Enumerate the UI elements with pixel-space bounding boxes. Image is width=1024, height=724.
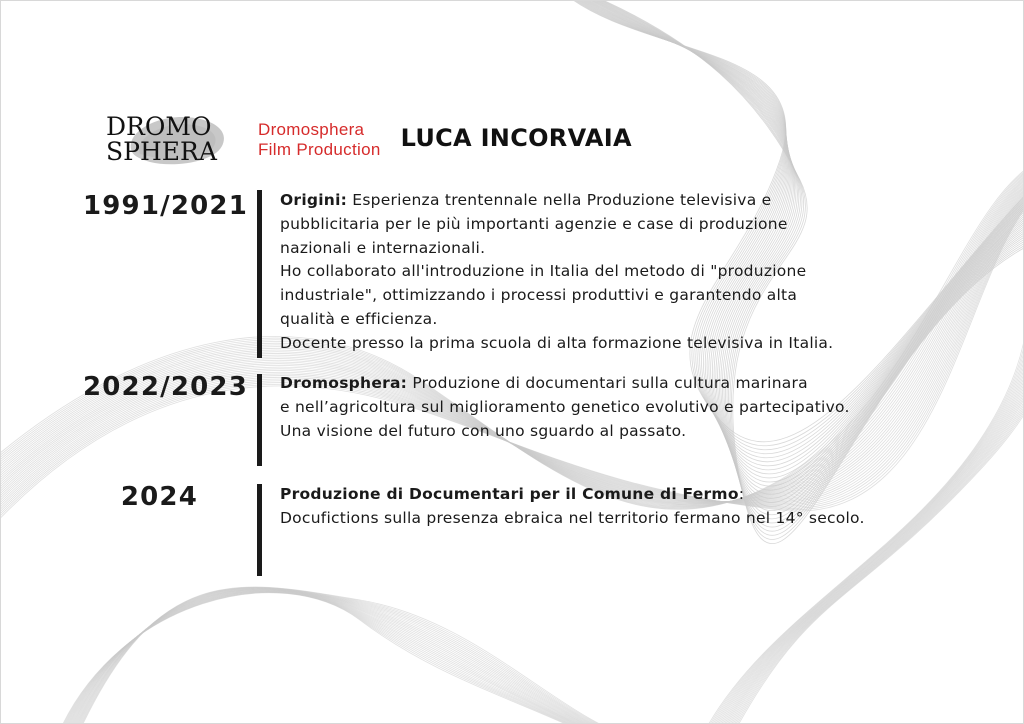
description-line [280,483,980,507]
entry-heading: Origini: [280,191,348,209]
description-line: e nell’agricoltura sul miglioramento genetico evolutivo e partecipativo. [280,397,850,416]
entry-year: 2022/2023 [82,372,248,402]
entry-first-line: Esperienza trentennale nella Produzione televisiva e [347,191,772,209]
logo-line-1: DROMO [106,112,212,141]
description-line: industriale", ottimizzando i processi produttivi e garantendo alta [280,286,798,305]
person-name: LUCA INCORVAIA [400,124,632,152]
description-line: Docente presso la prima scuola di alta formazione televisiva in Italia. [280,333,834,352]
company-line-1: Dromosphera [258,120,365,139]
entry-first-line: : [738,485,745,503]
description-line: Una visione del futuro con uno sguardo al passato. [280,421,687,440]
description-line [280,372,980,396]
timeline-bar [257,190,262,358]
entry-year: 1991/2021 [82,191,248,221]
description-line: Docufictions sulla presenza ebraica nel territorio fermano nel 14° secolo. [280,508,865,527]
description-line [280,189,980,213]
entry-year: 2024 [120,482,198,512]
entry-description [280,372,980,443]
description-line: pubblicitaria per le più importanti agenzie e case di produzione [280,214,788,233]
description-line: qualità e efficienza. [280,309,438,328]
entry-first-line: Produzione di documentari sulla cultura marinara [407,374,808,392]
timeline-bar [257,484,262,576]
entry-description [280,483,980,531]
entry-description [280,189,980,356]
description-line: Ho collaborato all'introduzione in Italia del metodo di "produzione [280,262,807,281]
description-line: nazionali e internazionali. [280,238,486,257]
company-line-2: Film Production [258,140,381,159]
timeline-bar [257,374,262,466]
logo-line-2: SPHERA [106,137,217,166]
entry-heading: Produzione di Documentari per il Comune di Fermo [280,485,739,503]
entry-heading: Dromosphera: [280,374,408,392]
